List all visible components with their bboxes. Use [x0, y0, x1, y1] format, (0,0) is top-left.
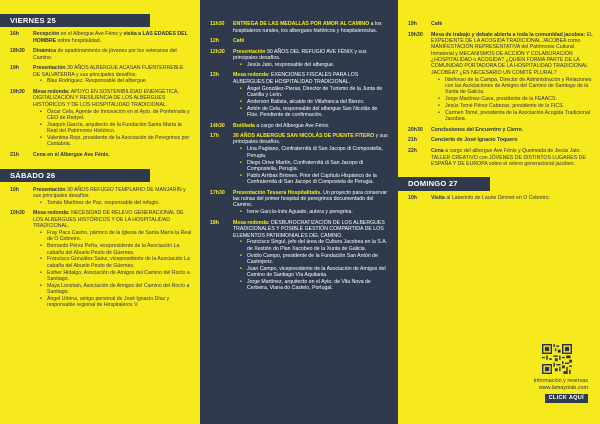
speaker-list	[33, 109, 192, 148]
speaker-text: Blas Rodríguez. Responsable del albergue.	[47, 78, 148, 85]
event-time: 14h30	[210, 122, 225, 129]
event-title-text: 90 AÑOS DEL REFUGIO AVE FÉNIX y sus principales desafíos.	[233, 48, 367, 61]
event-title-text: 30 AÑOS REFUGIO TEMPLARIO DE MANJARÍN	[65, 186, 182, 193]
event-time: 19h	[10, 65, 19, 72]
event-time: 16h	[10, 31, 19, 38]
event-title	[431, 127, 594, 133]
schedule-event	[10, 152, 192, 158]
event-time: 12h	[210, 38, 219, 45]
event-title	[33, 31, 192, 44]
speaker-item	[233, 160, 390, 173]
event-title-strong: Conclusiones del Encuentro y Cierre.	[431, 126, 524, 133]
event-body	[33, 89, 192, 148]
speaker-text: Lina Pagliano, Confraternità di San Jacopo di Compostella, Perugia.	[247, 146, 383, 159]
event-title-strong: Cena en el Albergue Ave Fénix.	[33, 151, 110, 158]
speaker-item	[233, 239, 390, 252]
bullet-icon: •	[240, 209, 242, 216]
event-title-strong: Concierto de José Ignacio Toquero	[431, 137, 518, 144]
bullet-icon: •	[40, 78, 42, 85]
schedule-event	[210, 21, 390, 34]
speaker-list	[233, 86, 390, 119]
schedule-event	[210, 133, 390, 185]
event-body	[233, 72, 390, 118]
speaker-item	[33, 230, 192, 243]
event-title-text: y sus principales desafíos.	[233, 133, 388, 146]
event-title	[33, 210, 192, 229]
event-title	[33, 152, 192, 158]
speaker-text: Ángel González-Pieras, Director de Turismo de la Junta de Castilla y León.	[247, 85, 383, 99]
schedule-event	[210, 190, 390, 216]
schedule-event	[408, 21, 594, 27]
event-title-text: a los hospitaleros rurales, los albergues históricos y hospitaleros/as.	[233, 21, 382, 34]
event-title-strong: Mesa redonda:	[233, 72, 270, 79]
event-title	[233, 133, 390, 146]
event-title-text: a cargo del Albergue Ave Fénix.	[254, 122, 330, 129]
speaker-text: Diego Orive Martín, Confraternità di San Jacopo di Compostella, Perugia.	[247, 159, 364, 172]
speaker-text: Juan Campo, vicepresidente de la Asociación de Amigos del Camino de Santiago Vía Aquitania.	[247, 265, 386, 279]
event-time: 18h	[210, 219, 219, 226]
speaker-item	[233, 146, 390, 159]
speaker-text: Maya Lonstain, Asociación de Amigos del Camino del Rocío a Santiago.	[47, 282, 190, 296]
speaker-text: Tomás Martínez de Paz, responsable del refugio.	[47, 199, 160, 206]
day-section-friday	[0, 14, 192, 158]
event-title-strong: Café	[431, 21, 443, 28]
speaker-item	[431, 110, 594, 123]
speaker-item	[33, 122, 192, 135]
event-body	[233, 190, 390, 216]
event-title-strong: Mesa redonda:	[33, 210, 70, 217]
event-time: 12h30	[210, 48, 225, 55]
event-time: 11h30	[210, 21, 225, 28]
speaker-text: Carmen Tomé, presidenta de la Asociación Acogida Tradicional Jacobea.	[445, 109, 590, 123]
event-time: 17h30	[210, 189, 225, 196]
bullet-icon: •	[40, 135, 42, 141]
event-title	[431, 21, 594, 27]
event-title	[431, 148, 594, 154]
event-body	[233, 49, 390, 69]
event-title-text: y sus principales desafíos.	[33, 186, 186, 199]
bullet-icon: •	[40, 243, 42, 250]
event-time: 22h	[408, 147, 417, 154]
event-title-strong: visita a LAS EDADES DEL HOMBRE	[33, 31, 188, 44]
schedule-event	[408, 32, 594, 123]
event-title-text: DESBUROCRATIZACIÓN DE LOS ALBERGUES TRADICIONALES Y POSIBLE GESTIÓN COMPARTIDA DE LOS ELEMENTOS PATRIMONIALES DEL CAMINO.	[233, 219, 385, 239]
event-body	[431, 32, 594, 123]
speaker-item	[431, 96, 594, 102]
bullet-icon: •	[40, 282, 42, 289]
schedule-event	[10, 48, 192, 61]
event-body	[33, 65, 192, 85]
event-title-strong: Recepción	[33, 31, 60, 38]
schedule-event	[10, 210, 192, 308]
bullet-icon: •	[240, 85, 242, 92]
event-body	[233, 133, 390, 185]
speaker-item	[233, 173, 390, 186]
day-header-sunday: DOMINGO 27	[398, 177, 490, 190]
event-title	[33, 65, 192, 78]
event-body	[431, 195, 594, 201]
event-title	[431, 137, 594, 143]
event-title-text: a cargo del albergue Ave Fénix y Queimada de Jesús Jato.	[443, 147, 581, 154]
speaker-list	[233, 209, 390, 215]
speaker-text: Anderson Batista, alcalde de Villafranca del Bierzo.	[247, 98, 365, 105]
schedule-event	[10, 31, 192, 44]
schedule-event	[408, 127, 594, 133]
event-title	[233, 190, 390, 209]
event-time: 10h	[408, 194, 417, 201]
event-title	[233, 38, 390, 44]
event-title	[431, 32, 594, 76]
event-title-text: sobre hospitalidad.	[56, 37, 102, 44]
speaker-list	[233, 146, 390, 185]
bullet-icon: •	[40, 269, 42, 276]
speaker-item	[431, 77, 594, 96]
event-body	[233, 38, 390, 44]
event-list	[398, 195, 594, 201]
speaker-item	[33, 283, 192, 296]
event-title	[233, 72, 390, 85]
speaker-text: Bernardo Pérez Peña, vicepresidente de la Asociación La cabaña del Abuelo Peuto de Güemes.	[47, 243, 180, 256]
speaker-item	[33, 78, 192, 84]
bullet-icon: •	[240, 239, 242, 246]
schedule-event	[210, 72, 390, 118]
event-title-strong: Presentación	[33, 186, 66, 193]
event-body	[431, 148, 594, 167]
bullet-icon: •	[240, 172, 242, 179]
bullet-icon: •	[240, 279, 242, 285]
bullet-icon: •	[240, 105, 242, 112]
speaker-text: Valentina Rojo, presidente de la Asociación de Peregrinos por Cantabria.	[47, 135, 190, 148]
event-title-strong: ENTREGA DE LAS MEDALLAS POR AMOR AL CAMINO	[233, 21, 370, 28]
event-title-text: de apadrinamiento de jóvenes por los veteranos del Camino.	[33, 48, 177, 61]
speaker-text: Pablo Arribas Briones, Prior del Capítulo Hispánico de la Confraternità di San Jacopo di Compostela de Perugia.	[247, 172, 377, 186]
schedule-event	[210, 123, 390, 129]
qr-code-icon[interactable]	[542, 344, 572, 374]
speaker-text: Joaquín García, arquitecto de la Fundación Santa María la Real del Patrimonio Histórico.	[47, 121, 182, 135]
speaker-item	[33, 243, 192, 256]
reservation-block	[492, 344, 592, 408]
speaker-item	[233, 86, 390, 99]
event-time: 10h30	[10, 210, 25, 217]
bullet-icon: •	[40, 108, 42, 115]
bullet-icon: •	[240, 252, 242, 259]
event-title-text: al Laberinto de Laurie Dennet en O Cebreiro.	[444, 194, 551, 201]
event-body	[33, 48, 192, 61]
event-time: 19h30	[10, 89, 25, 95]
event-list	[398, 21, 594, 167]
event-body	[33, 152, 192, 158]
speaker-list	[431, 77, 594, 123]
speaker-list	[233, 62, 390, 68]
speaker-item	[233, 253, 390, 266]
speaker-item	[233, 279, 390, 292]
speaker-text: Ovidio Campo, presidente de la Fundación San Antón de Castrojeriz.	[247, 252, 378, 265]
event-title	[233, 49, 390, 62]
event-title	[33, 89, 192, 108]
event-body	[431, 21, 594, 27]
event-body	[33, 187, 192, 207]
schedule-event	[408, 195, 594, 201]
event-time: 21h	[10, 151, 19, 158]
bullet-icon: •	[40, 230, 42, 237]
bullet-icon: •	[40, 199, 42, 206]
speaker-text: Esther Hidalgo, Asociación de Amigos del Camino del Rocío a Santiago.	[47, 269, 190, 282]
event-list	[0, 187, 192, 309]
event-title-strong: Cena	[431, 147, 444, 154]
day-section-saturday	[0, 169, 192, 309]
event-title-text: en el Albergue Ave Fénix y	[59, 31, 124, 38]
event-time: 21h	[408, 137, 417, 144]
event-title-text: y sus principales desafíos.	[74, 71, 137, 78]
speaker-text: Jesús Tomé Pérez Cabezas, presidente de la FICS.	[445, 103, 564, 110]
event-title	[431, 195, 594, 201]
speaker-item	[33, 200, 192, 206]
event-title-text: APOYO EN SOSTENIBILIDAD ENERGÉTICA, DIGITALIZACIÓN Y RESILIENCIA DE LOS ALBERGUES HISTÓRICOS Y DE LOS HOSPITALIDAD TRADICIONAL.	[33, 89, 179, 108]
speaker-list	[33, 230, 192, 309]
event-body	[431, 127, 594, 133]
speaker-item	[33, 109, 192, 122]
event-body	[233, 123, 390, 129]
event-title-strong: Botillada	[233, 122, 255, 129]
speaker-item	[33, 135, 192, 148]
speaker-text: Jorge Martínez-Cava, presidente de la FEAACS.	[445, 96, 557, 103]
event-body	[33, 210, 192, 308]
event-title	[233, 220, 390, 239]
speaker-item	[33, 256, 192, 269]
click-here-button[interactable]: CLICK AQUÍ	[545, 394, 588, 403]
schedule-event	[408, 148, 594, 167]
event-title-text: Un proyecto para conservar las ruinas del primer hospital de peregrinos documentado del Camino.	[233, 189, 388, 209]
event-title-strong: Mesa de trabajo y debate abierta a toda la comunidad jacobea:	[431, 31, 586, 38]
event-list	[210, 21, 390, 292]
speaker-text: Óscar Cela, Agente de Innovación en el Ayto. de Ponferrada y CEO de Redyel.	[47, 108, 190, 121]
bullet-icon: •	[40, 256, 42, 263]
event-title-strong: Presentación	[233, 48, 266, 55]
bullet-icon: •	[240, 159, 242, 166]
speaker-item	[233, 62, 390, 68]
event-time: 17h	[210, 133, 219, 140]
event-title-strong: Dinámica	[33, 48, 57, 55]
speaker-item	[33, 270, 192, 283]
left-column	[0, 0, 200, 424]
event-list	[0, 31, 192, 158]
event-body	[431, 137, 594, 143]
event-title	[233, 123, 390, 129]
speaker-text: Jorge Martínez, arquitecto en el Ayto. de Vila Nova de Cerbeira, Viana do Castelo, Portugal.	[247, 279, 371, 292]
speaker-text: Fray Pacs Castro, párroco de la Iglesia de Santa María la Real de O Cebreiro.	[47, 230, 192, 243]
event-title-strong: Mesa redonda:	[233, 219, 270, 226]
schedule-event	[10, 187, 192, 207]
speaker-text: Ildefonso de la Campa, Director de Administración y Relaciones con las Asociaciones de Amigos del Camino de Santiago de la Xunta de Galicia.	[445, 76, 592, 96]
schedule-event	[408, 137, 594, 143]
speaker-text: Ángel Urbina, amigo personal de José Ignacio Díaz y responsable regional de Hospitaleros V.	[47, 296, 170, 309]
event-title-strong: Presentación Tessera Hospitalitatis.	[233, 189, 322, 196]
schedule-event	[210, 49, 390, 69]
bullet-icon: •	[240, 146, 242, 153]
middle-column	[200, 0, 398, 424]
event-body	[233, 21, 390, 34]
bullet-icon: •	[438, 109, 440, 116]
info-label: Información y reservas	[533, 378, 588, 384]
speaker-item	[33, 296, 192, 309]
schedule-event	[10, 65, 192, 85]
event-body	[33, 31, 192, 44]
event-time: 13h	[210, 72, 219, 79]
bullet-icon: •	[40, 296, 42, 303]
speaker-list	[33, 78, 192, 84]
schedule-event	[210, 38, 390, 44]
speaker-list	[233, 239, 390, 291]
event-time: 19h30	[408, 31, 423, 38]
speaker-text: Jesús Jato, responsable del albergue.	[247, 61, 335, 68]
speaker-item	[233, 266, 390, 279]
event-time: 10h	[10, 186, 19, 193]
right-column	[398, 0, 600, 424]
bullet-icon: •	[40, 121, 42, 128]
event-time: 19h	[408, 21, 417, 28]
event-title	[33, 187, 192, 200]
website-link[interactable]: www.lamayolab.com	[538, 384, 588, 391]
event-title-strong: Mesa redonda:	[33, 89, 70, 95]
event-body	[233, 220, 390, 292]
reservation-info	[492, 378, 588, 391]
event-title-strong: Visita	[431, 194, 445, 201]
day-section-sunday	[398, 177, 594, 201]
speaker-text: Francisco Singul, jefe del área de Cultura Jacobea en la S.A. de Xestión do Plan Xacobeo de la Xunta de Galicia.	[247, 239, 388, 252]
speaker-text: Antón de Cela, responsable del albergue San Nicolás de Flüe. Pendiente de confirmación.	[247, 105, 378, 119]
speaker-item	[233, 99, 390, 105]
bullet-icon: •	[438, 103, 440, 110]
schedule-event	[10, 89, 192, 148]
speaker-item	[233, 106, 390, 119]
speaker-text: Francisco González Sainz, vicepresidente de la Asociación La cabaña del Abuelo Peuto de Güemes.	[47, 256, 190, 269]
event-title-strong: Café	[233, 38, 245, 45]
event-title-text: NECESIDAD DE RELEVO GENERACIONAL DE LOS ALBERGUES HISTÓRICOS Y DE LA HOSPITALIDAD TRADICIONAL.	[33, 210, 184, 230]
event-time: 20h30	[408, 126, 423, 133]
speaker-list	[33, 200, 192, 206]
bullet-icon: •	[240, 265, 242, 272]
bullet-icon: •	[438, 76, 440, 83]
event-title-text: EXENCIONES FISCALES PARA LOS ALBERGUES DE HOSPITALIDAD TRADICIONAL.	[233, 72, 359, 85]
speaker-item	[233, 209, 390, 215]
schedule-event	[210, 220, 390, 292]
event-title	[33, 48, 192, 61]
event-title-text: 30 AÑOS ALBERGUE ACASAN FUENTERREBLE DE SALVATERRA	[33, 65, 184, 78]
event-title	[233, 21, 390, 34]
event-title-text: EL EXPEDIENTE DE LA ACOGIDA TRADICIONAL JACOBEA como MANIFESTACIÓN REPRESENTATIVA del Patrimonio Cultural Inmaterial y MECANISMOS DE ACCIÓN Y COLABORACIÓN ¿HOSPITALIDAD o ACOGIDA? ¿QUIÉN FORMA PARTE DE LA COMUNIDAD PORTADORA DE LA HOSPITALIDAD TRADICIONAL JACOBEA? ¿ES NECESARIO UN COMITÉ PLURAL?	[431, 31, 593, 76]
day-header-friday: VIERNES 25	[0, 14, 150, 27]
bullet-icon: •	[240, 98, 242, 105]
event-title-strong: 30 AÑOS ALBERGUE SAN NICOLÁS DE PUENTE FITERO	[233, 133, 375, 140]
event-title-strong: Presentación	[33, 65, 66, 72]
event-subtitle: TALLER CREATIVO con JÓVENES DE DISTINTOS LUGARES DE ESPAÑA Y DE EUROPA sobre el relevo generacional jacobeo.	[431, 154, 586, 167]
day-header-saturday: SÁBADO 26	[0, 169, 150, 182]
speaker-text: Irene García-Inés Aguado, autora y peregrina.	[247, 209, 353, 216]
speaker-item	[431, 103, 594, 109]
event-time: 18h30	[10, 48, 25, 55]
bullet-icon: •	[240, 61, 242, 68]
bullet-icon: •	[438, 96, 440, 103]
